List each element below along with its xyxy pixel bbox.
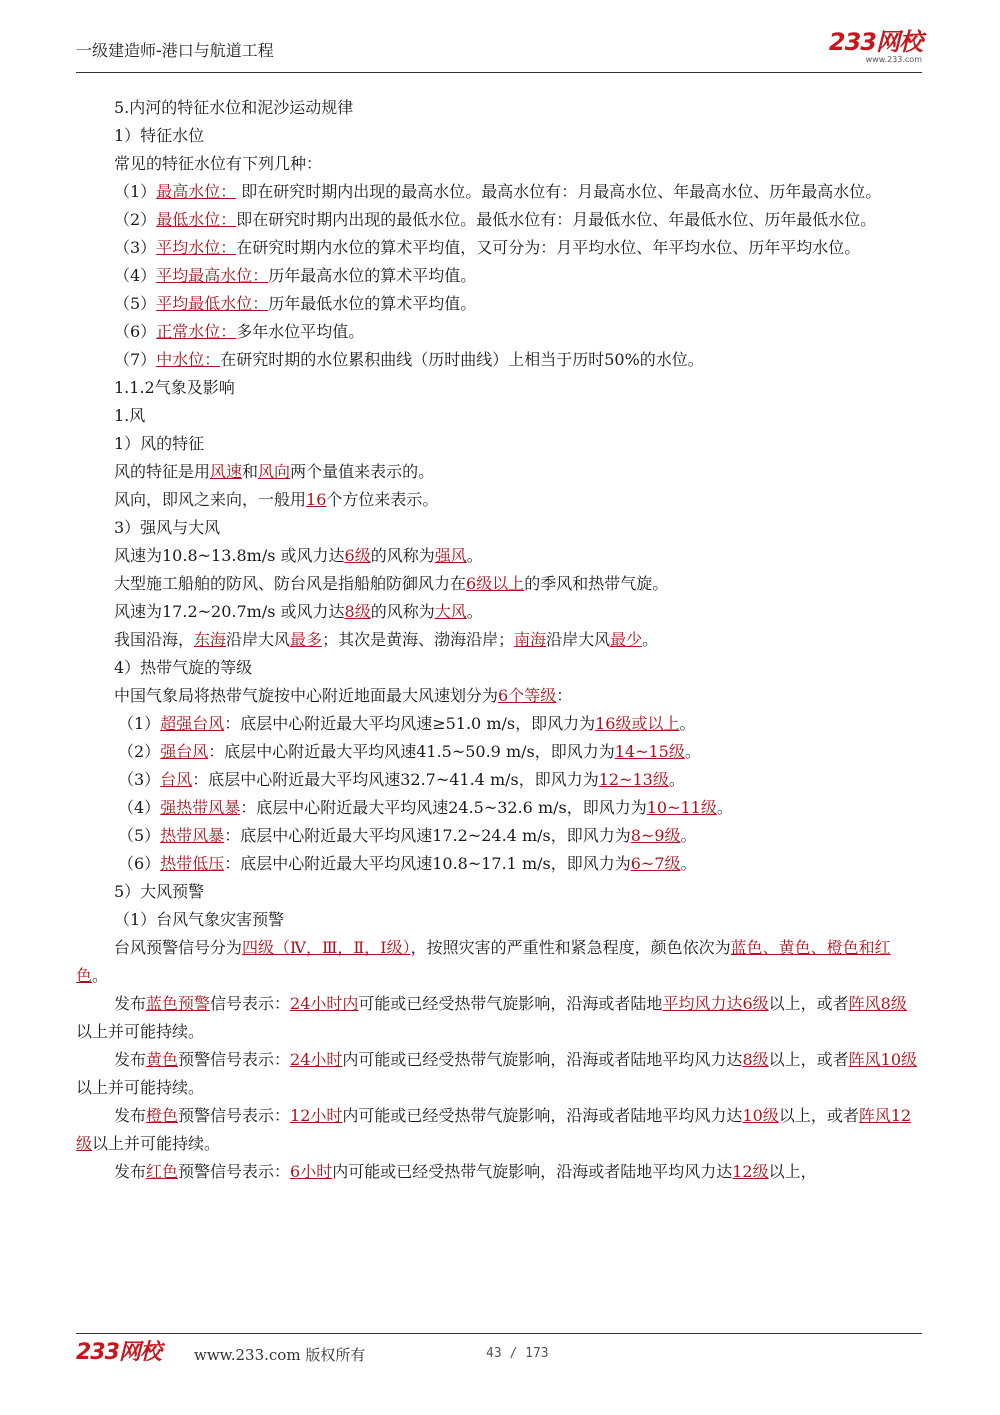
text-run: ：底层中心附近最大平均风速41.5~50.9 m/s，即风力为 — [208, 742, 615, 761]
text-run: 以上并可能持续。 — [92, 1134, 221, 1153]
text-run: 5）大风预警 — [114, 882, 205, 901]
header-divider — [76, 72, 922, 73]
paragraph — [76, 654, 922, 682]
text-run: 大型施工船舶的防风、防台风是指船舶防御风力在 — [114, 574, 467, 593]
text-run: 1.风 — [114, 406, 146, 425]
key-term: 6级以上 — [466, 574, 525, 593]
text-run: 。 — [716, 798, 733, 817]
text-run: 和 — [242, 462, 259, 481]
text-run: （3） — [118, 770, 161, 789]
text-run: 。 — [642, 630, 659, 649]
text-run: 以上并可能持续。 — [76, 1078, 205, 1097]
text-run: 常见的特征水位有下列几种： — [114, 154, 323, 173]
text-run: 。 — [466, 546, 483, 565]
text-run: 以上，或者 — [768, 1050, 849, 1069]
page-footer — [76, 1340, 922, 1370]
paragraph — [76, 990, 922, 1046]
key-term: 热带风暴 — [160, 826, 225, 845]
paragraph — [76, 430, 922, 458]
paragraph — [76, 1158, 922, 1186]
text-run: 即在研究时期内出现的最低水位。最低水位有：月最低水位、年最低水位、历年最低水位。 — [236, 210, 877, 229]
paragraph — [76, 486, 922, 514]
key-term: 16 — [306, 490, 327, 509]
text-run: 沿岸大风 — [226, 630, 291, 649]
footer-divider — [76, 1333, 922, 1334]
key-term: 平均风力达6级 — [662, 994, 769, 1013]
paragraph — [76, 626, 922, 654]
text-run: 3）强风与大风 — [114, 518, 221, 537]
paragraph — [76, 542, 922, 570]
paragraph — [76, 850, 922, 878]
text-run: （2） — [114, 210, 157, 229]
text-run: 在研究时期内水位的算术平均值，又可分为：月平均水位、年平均水位、历年平均水位。 — [236, 238, 861, 257]
text-run: ：底层中心附近最大平均风速24.5~32.6 m/s，即风力为 — [240, 798, 647, 817]
key-term: 14~15级 — [614, 742, 685, 761]
key-term: 中水位： — [156, 350, 221, 369]
page-header — [76, 30, 922, 74]
key-term: 最多 — [290, 630, 323, 649]
key-term: 最少 — [610, 630, 643, 649]
paragraph — [76, 1046, 922, 1102]
key-term: 阵风8级 — [848, 994, 907, 1013]
text-run: （7） — [114, 350, 157, 369]
text-run: 。 — [680, 826, 697, 845]
brand-logo — [829, 30, 922, 64]
paragraph — [76, 934, 922, 990]
key-term: 蓝色预警 — [146, 994, 211, 1013]
text-run: 1）特征水位 — [114, 126, 205, 145]
text-run: ；其次是黄海、渤海沿岸； — [322, 630, 515, 649]
text-run: ：底层中心附近最大平均风速32.7~41.4 m/s，即风力为 — [192, 770, 599, 789]
text-run: 预警信号表示： — [178, 1162, 291, 1181]
text-run: 4）热带气旋的等级 — [114, 658, 253, 677]
paragraph — [76, 346, 922, 374]
text-run: 。 — [466, 602, 483, 621]
paragraph — [76, 906, 922, 934]
text-run: 1）风的特征 — [114, 434, 205, 453]
text-run: （5） — [118, 826, 161, 845]
logo-url: www.233.com — [865, 55, 922, 64]
text-run: ：底层中心附近最大平均风速10.8~17.1 m/s，即风力为 — [224, 854, 631, 873]
paragraph — [76, 794, 922, 822]
paragraph — [76, 738, 922, 766]
text-run: 以上并可能持续。 — [76, 1022, 205, 1041]
text-run: 风速为17.2~20.7m/s 或风力达 — [114, 602, 345, 621]
key-term: 12级 — [732, 1162, 769, 1181]
footer-copyright: www.233.com 版权所有 — [194, 1346, 366, 1364]
paragraph — [76, 290, 922, 318]
key-term: 8级 — [742, 1050, 769, 1069]
text-run: 历年最高水位的算术平均值。 — [268, 266, 477, 285]
key-term: 12~13级 — [598, 770, 669, 789]
paragraph — [76, 178, 922, 206]
key-term: 黄色 — [146, 1050, 179, 1069]
text-run: （1） — [118, 714, 161, 733]
text-run: （4） — [118, 798, 161, 817]
key-term: 大风 — [434, 602, 467, 621]
paragraph — [76, 514, 922, 542]
key-term: 强风 — [434, 546, 467, 565]
text-run: 沿岸大风 — [546, 630, 611, 649]
document-body — [76, 94, 922, 1186]
key-term: 平均最低水位： — [156, 294, 269, 313]
text-run: 。 — [668, 770, 685, 789]
key-term: 风向 — [258, 462, 291, 481]
text-run: 发布 — [114, 994, 147, 1013]
text-run: 风的特征是用 — [114, 462, 211, 481]
text-run: ：底层中心附近最大平均风速17.2~24.4 m/s，即风力为 — [224, 826, 631, 845]
key-term: 10~11级 — [646, 798, 717, 817]
paragraph — [76, 402, 922, 430]
text-run: 多年水位平均值。 — [236, 322, 365, 341]
paragraph — [76, 458, 922, 486]
paragraph — [76, 374, 922, 402]
text-run: 发布 — [114, 1050, 147, 1069]
key-term: 最高水位： — [156, 182, 237, 201]
key-term: 8级 — [344, 602, 371, 621]
paragraph — [76, 94, 922, 122]
text-run: （1） — [114, 182, 157, 201]
text-run: 5.内河的特征水位和泥沙运动规律 — [114, 98, 354, 117]
key-term: 16级或以上 — [595, 714, 680, 733]
paragraph — [76, 878, 922, 906]
key-term: 东海 — [194, 630, 227, 649]
text-run: 内可能或已经受热带气旋影响，沿海或者陆地平均风力达 — [342, 1050, 743, 1069]
text-run: （6） — [114, 322, 157, 341]
paragraph — [76, 1102, 922, 1158]
text-run: （3） — [114, 238, 157, 257]
text-run: 个方位来表示。 — [326, 490, 439, 509]
text-run: 中国气象局将热带气旋按中心附近地面最大风速划分为 — [114, 686, 499, 705]
key-term: 10级 — [742, 1106, 779, 1125]
text-run: 内可能或已经受热带气旋影响，沿海或者陆地平均风力达 — [332, 1162, 733, 1181]
paragraph — [76, 262, 922, 290]
text-run: 以上，或者 — [778, 1106, 859, 1125]
key-term: 强台风 — [160, 742, 209, 761]
text-run: 的季风和热带气旋。 — [524, 574, 669, 593]
text-run: 风向，即风之来向，一般用 — [114, 490, 307, 509]
text-run: 。 — [679, 714, 696, 733]
text-run: 在研究时期的水位累积曲线（历时曲线）上相当于历时50%的水位。 — [220, 350, 704, 369]
text-run: 。 — [684, 742, 701, 761]
key-term: 超强台风 — [160, 714, 225, 733]
paragraph — [76, 682, 922, 710]
paragraph — [76, 318, 922, 346]
paragraph — [76, 570, 922, 598]
text-run: 。 — [92, 966, 109, 985]
text-run: 1.1.2气象及影响 — [114, 378, 235, 397]
text-run: （6） — [118, 854, 161, 873]
text-run: 即在研究时期内出现的最高水位。最高水位有：月最高水位、年最高水位、历年最高水位。 — [236, 182, 882, 201]
paragraph — [76, 150, 922, 178]
logo-text: 233网校 — [828, 28, 922, 56]
text-run: 可能或已经受热带气旋影响，沿海或者陆地 — [358, 994, 663, 1013]
key-term: 南海 — [514, 630, 547, 649]
key-term: 24小时内 — [290, 994, 359, 1013]
key-term: 6~7级 — [630, 854, 681, 873]
paragraph — [76, 710, 922, 738]
text-run: 以上， — [768, 1162, 817, 1181]
header-title: 一级建造师-港口与航道工程 — [76, 41, 274, 60]
text-run: 。 — [680, 854, 697, 873]
key-term: 台风 — [160, 770, 193, 789]
paragraph — [76, 234, 922, 262]
text-run: 预警信号表示： — [178, 1106, 291, 1125]
text-run: 发布 — [114, 1106, 147, 1125]
key-term: 热带低压 — [160, 854, 225, 873]
text-run: 内可能或已经受热带气旋影响，沿海或者陆地平均风力达 — [342, 1106, 743, 1125]
text-run: （5） — [114, 294, 157, 313]
page-number: 43 / 173 — [486, 1346, 549, 1361]
key-term: 8~9级 — [630, 826, 681, 845]
text-run: 预警信号表示： — [178, 1050, 291, 1069]
key-term: 橙色 — [146, 1106, 179, 1125]
key-term: 平均水位： — [156, 238, 237, 257]
text-run: 我国沿海， — [114, 630, 195, 649]
text-run: ，按照灾害的严重性和紧急程度，颜色依次为 — [410, 938, 731, 957]
key-term: 阵风12级 — [76, 1106, 912, 1153]
text-run: （4） — [114, 266, 157, 285]
text-run: 两个量值来表示的。 — [290, 462, 435, 481]
text-run: ：底层中心附近最大平均风速≥51.0 m/s，即风力为 — [224, 714, 596, 733]
key-term: 阵风10级 — [848, 1050, 918, 1069]
paragraph — [76, 822, 922, 850]
footer-logo: 233网校 — [76, 1340, 161, 1365]
key-term: 四级（Ⅳ，Ⅲ，Ⅱ，Ⅰ级） — [242, 938, 411, 957]
key-term: 红色 — [146, 1162, 179, 1181]
key-term: 24小时 — [290, 1050, 343, 1069]
key-term: 强热带风暴 — [160, 798, 241, 817]
text-run: （2） — [118, 742, 161, 761]
paragraph — [76, 206, 922, 234]
key-term: 平均最高水位： — [156, 266, 269, 285]
text-run: （1）台风气象灾害预警 — [114, 910, 285, 929]
key-term: 6小时 — [290, 1162, 333, 1181]
text-run: 台风预警信号分为 — [114, 938, 243, 957]
key-term: 风速 — [210, 462, 243, 481]
key-term: 12小时 — [290, 1106, 343, 1125]
paragraph — [76, 122, 922, 150]
key-term: 6个等级 — [498, 686, 557, 705]
key-term: 最低水位： — [156, 210, 237, 229]
text-run: 的风称为 — [370, 602, 435, 621]
text-run: 发布 — [114, 1162, 147, 1181]
key-term: 6级 — [344, 546, 371, 565]
text-run: 风速为10.8~13.8m/s 或风力达 — [114, 546, 345, 565]
text-run: 历年最低水位的算术平均值。 — [268, 294, 477, 313]
text-run: ： — [556, 686, 573, 705]
text-run: 以上，或者 — [768, 994, 849, 1013]
key-term: 蓝色、黄色、橙色和红色 — [76, 938, 891, 985]
text-run: 信号表示： — [210, 994, 291, 1013]
key-term: 正常水位： — [156, 322, 237, 341]
text-run: 的风称为 — [370, 546, 435, 565]
paragraph — [76, 766, 922, 794]
paragraph — [76, 598, 922, 626]
